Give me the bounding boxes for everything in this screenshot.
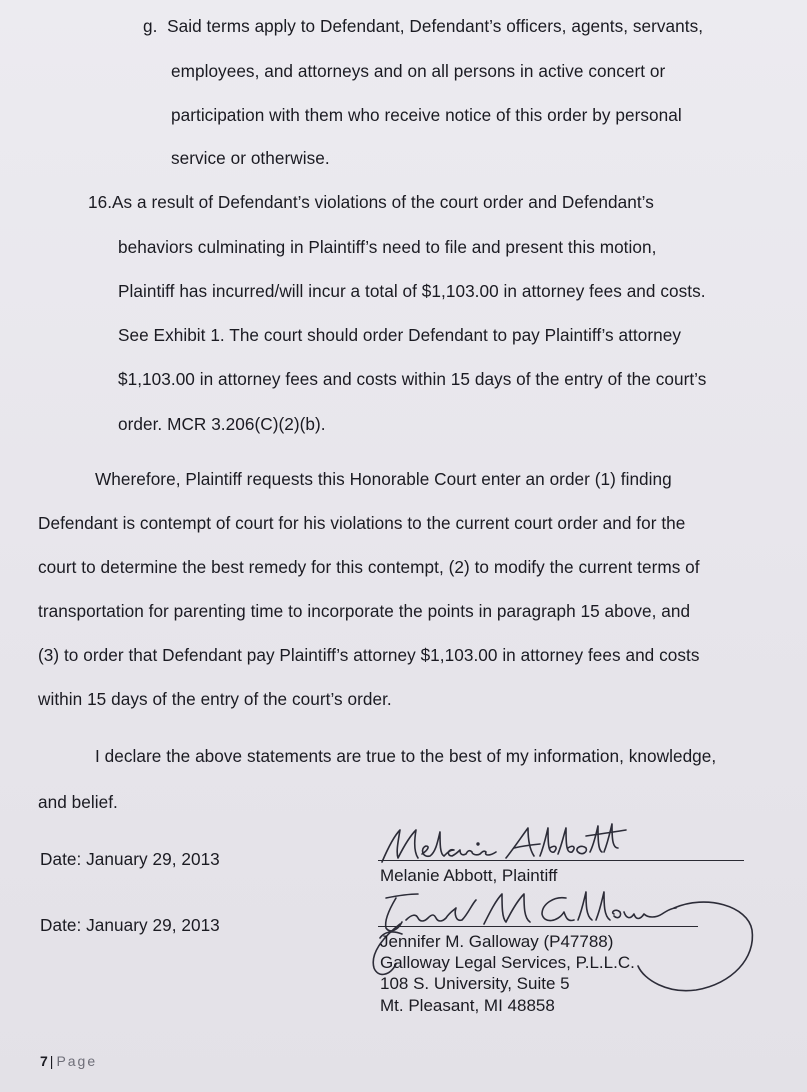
attorney-block-line-3: 108 S. University, Suite 5	[380, 974, 570, 993]
para16-line-2: behaviors culminating in Plaintiff’s need to file and present this motion,	[118, 237, 657, 257]
page-label: Page	[56, 1053, 98, 1069]
attorney-signature-line	[378, 926, 698, 927]
item-g-line-3: participation with them who receive notice of this order by personal	[171, 105, 682, 125]
para16-text-1: As a result of Defendant’s violations of the court order and Defendant’s	[112, 192, 654, 212]
item-g-line-2: employees, and attorneys and on all persons in active concert or	[171, 61, 666, 81]
item-g-marker: g.	[143, 16, 158, 36]
plaintiff-name-line: Melanie Abbott, Plaintiff	[380, 866, 558, 885]
declaration-line-2: and belief.	[38, 792, 118, 812]
wherefore-line-5: (3) to order that Defendant pay Plaintiff’s attorney $1,103.00 in attorney fees and costs	[38, 645, 700, 665]
page-footer	[40, 1052, 97, 1070]
item-g-line-1	[143, 16, 703, 36]
wherefore-line-6: within 15 days of the entry of the court’s order.	[38, 689, 392, 709]
para16-line-1	[88, 192, 654, 212]
item-g-text-1: Said terms apply to Defendant, Defendant’s officers, agents, servants,	[167, 16, 704, 36]
item-g-line-4: service or otherwise.	[171, 148, 330, 168]
wherefore-line-3: court to determine the best remedy for this contempt, (2) to modify the current terms of	[38, 557, 700, 577]
attorney-block-line-2: Galloway Legal Services, P.L.L.C.	[380, 953, 635, 972]
page-separator: |	[49, 1053, 54, 1069]
wherefore-line-4: transportation for parenting time to incorporate the points in paragraph 15 above, and	[38, 601, 691, 621]
attorney-block-line-1: Jennifer M. Galloway (P47788)	[380, 932, 614, 951]
para16-line-5: $1,103.00 in attorney fees and costs within 15 days of the entry of the court’s	[118, 369, 707, 389]
wherefore-line-1: Wherefore, Plaintiff requests this Honorable Court enter an order (1) finding	[95, 469, 672, 489]
plaintiff-date: Date: January 29, 2013	[40, 849, 220, 869]
plaintiff-signature-line	[378, 860, 744, 861]
page-number: 7	[40, 1053, 48, 1069]
declaration-line-1: I declare the above statements are true to the best of my information, knowledge,	[95, 746, 717, 766]
para16-line-4: See Exhibit 1. The court should order Defendant to pay Plaintiff’s attorney	[118, 325, 681, 345]
attorney-block-line-4: Mt. Pleasant, MI 48858	[380, 996, 555, 1015]
para16-number: 16.	[88, 192, 113, 212]
wherefore-line-2: Defendant is contempt of court for his violations to the current court order and for the	[38, 513, 686, 533]
attorney-date: Date: January 29, 2013	[40, 915, 220, 935]
para16-line-3: Plaintiff has incurred/will incur a total of $1,103.00 in attorney fees and costs.	[118, 281, 706, 301]
para16-line-6: order. MCR 3.206(C)(2)(b).	[118, 414, 326, 434]
